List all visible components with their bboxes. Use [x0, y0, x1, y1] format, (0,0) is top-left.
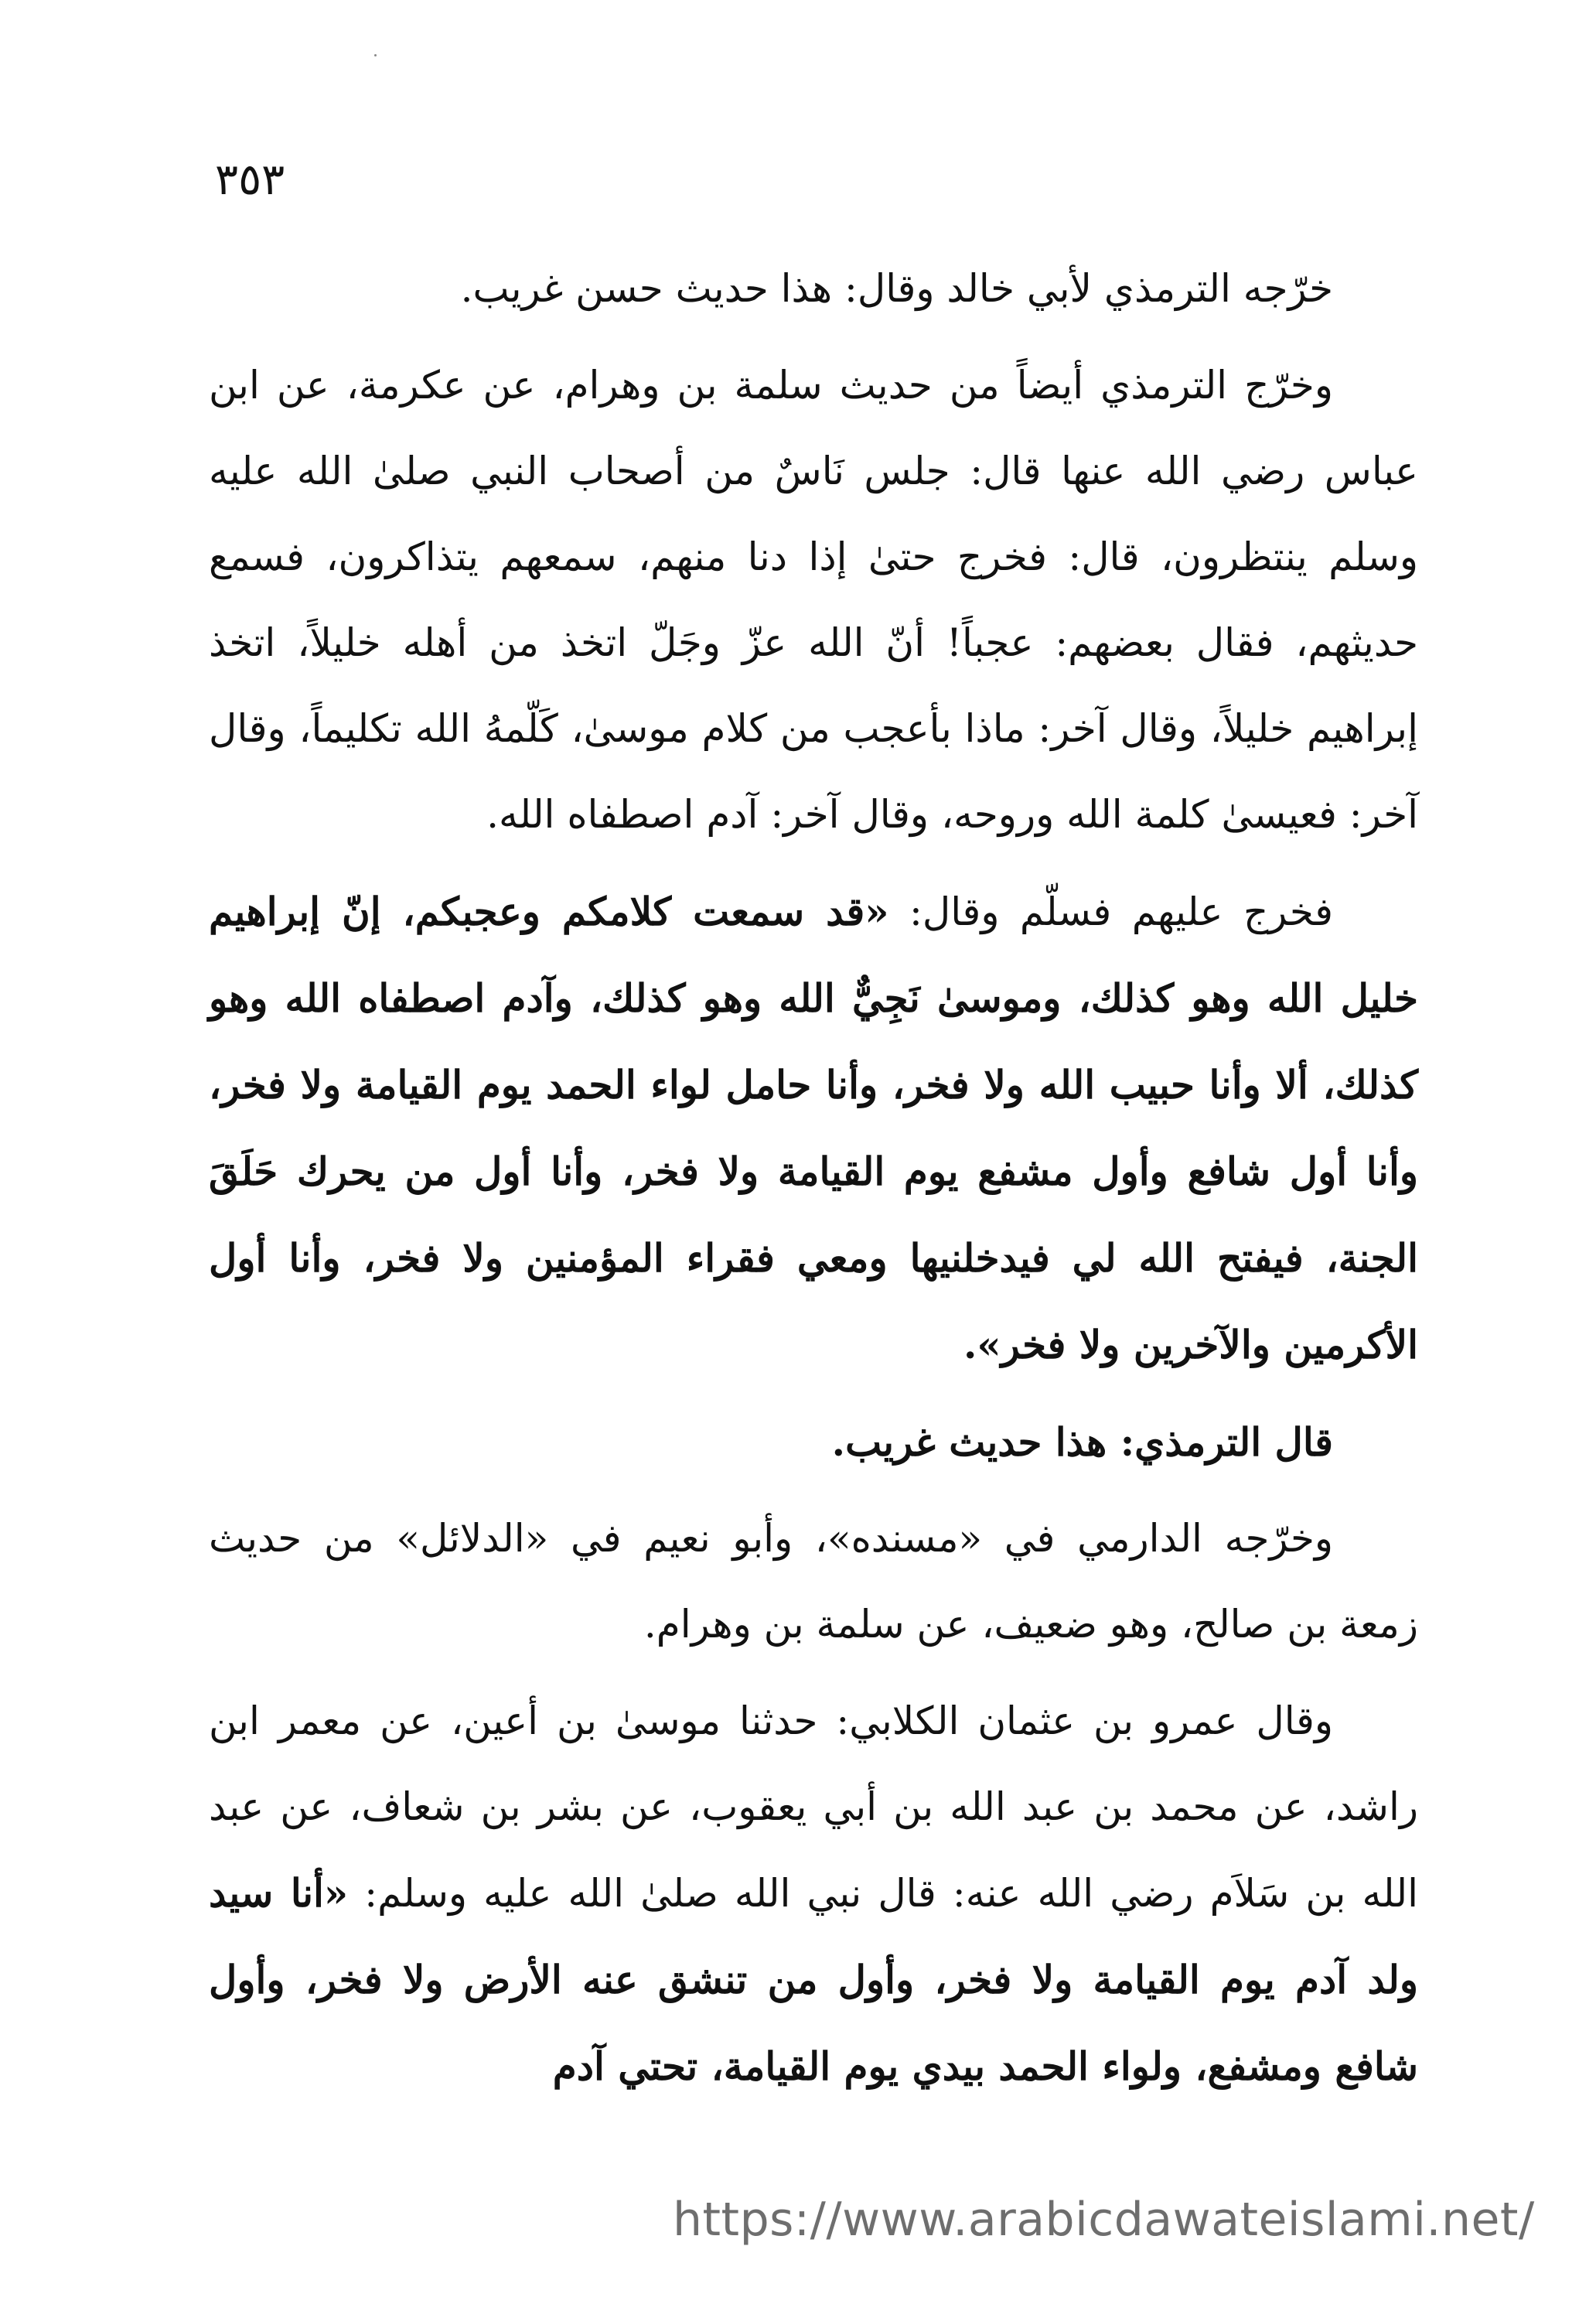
paragraph-3-hadith-quote: «قد سمعت كلامكم وعجبكم، إنّ إبراهيم خليل الله وهو كذلك، وموسىٰ نَجِيٌّ الله وهو كذلك، وآدم اصطفاه الله وهو كذلك، ألا وأنا حبيب الله ولا فخر، وأنا حامل لواء الحمد يوم القيامة ولا فخر، وأنا أول شافع وأول مشفع يوم القيامة ولا فخر، وأنا أول من يحرك حَلَقَ الجنة، فيفتح الله لي فيدخلنيها ومعي فقراء المؤمنين ولا فخر، وأنا أول الأكرمين والآخرين ولا فخر». — [209, 889, 1418, 1367]
paragraph-2: وخرّج الترمذي أيضاً من حديث سلمة بن وهرام، عن عكرمة، عن ابن عباس رضي الله عنها قال: جلس نَاسٌ من أصحاب النبي صلىٰ الله عليه وسلم ينتظرون، قال: فخرج حتىٰ إذا دنا منهم، سمعهم يتذاكرون، فسمع حديثهم، فقال بعضهم: عجباً! أنّ الله عزّ وجَلّ اتخذ من أهله خليلاً، اتخذ إبراهيم خليلاً، وقال آخر: ماذا بأعجب من كلام موسىٰ، كَلّمهُ الله تكليماً، وقال آخر: فعيسىٰ كلمة الله وروحه، وقال آخر: آدم اصطفاه الله. — [209, 363, 1418, 837]
paragraph-1: خرّجه الترمذي لأبي خالد وقال: هذا حديث حسن غريب. — [460, 266, 1333, 311]
page-number: ٣٥٣ — [215, 155, 285, 205]
paragraph-6-intro: وقال عمرو بن عثمان الكلابي: حدثنا موسىٰ بن أعين، عن معمر ابن راشد، عن محمد بن عبد الله بن أبي يعقوب، عن بشر بن شعاف، عن عبد الله بن سَلاَم رضي الله عنه: قال نبي الله صلىٰ الله عليه وسلم: — [209, 1698, 1418, 1916]
paragraph-3 — [209, 869, 1418, 1388]
watermark-url: https://www.arabicdawateislami.net/ — [673, 2193, 1535, 2247]
paragraph-3-intro: فخرج عليهم فسلّم وقال: — [888, 889, 1334, 934]
paragraph-6-hadith-quote: «أنا سيد ولد آدم يوم القيامة ولا فخر، وأول من تنشق عنه الأرض ولا فخر، وأول شافع ومشفع، ولواء الحمد بيدي يوم القيامة، تحتي آدم — [209, 1870, 1418, 2089]
paragraph-6 — [209, 1678, 1418, 2110]
body-text — [209, 246, 1418, 2110]
paragraph-5: وخرّجه الدارمي في «مسنده»، وأبو نعيم في «الدلائل» من حديث زمعة بن صالح، وهو ضعيف، عن سلمة بن وهرام. — [209, 1516, 1418, 1647]
scan-speck — [374, 54, 377, 56]
paragraph-4: قال الترمذي: هذا حديث غريب. — [831, 1419, 1333, 1465]
